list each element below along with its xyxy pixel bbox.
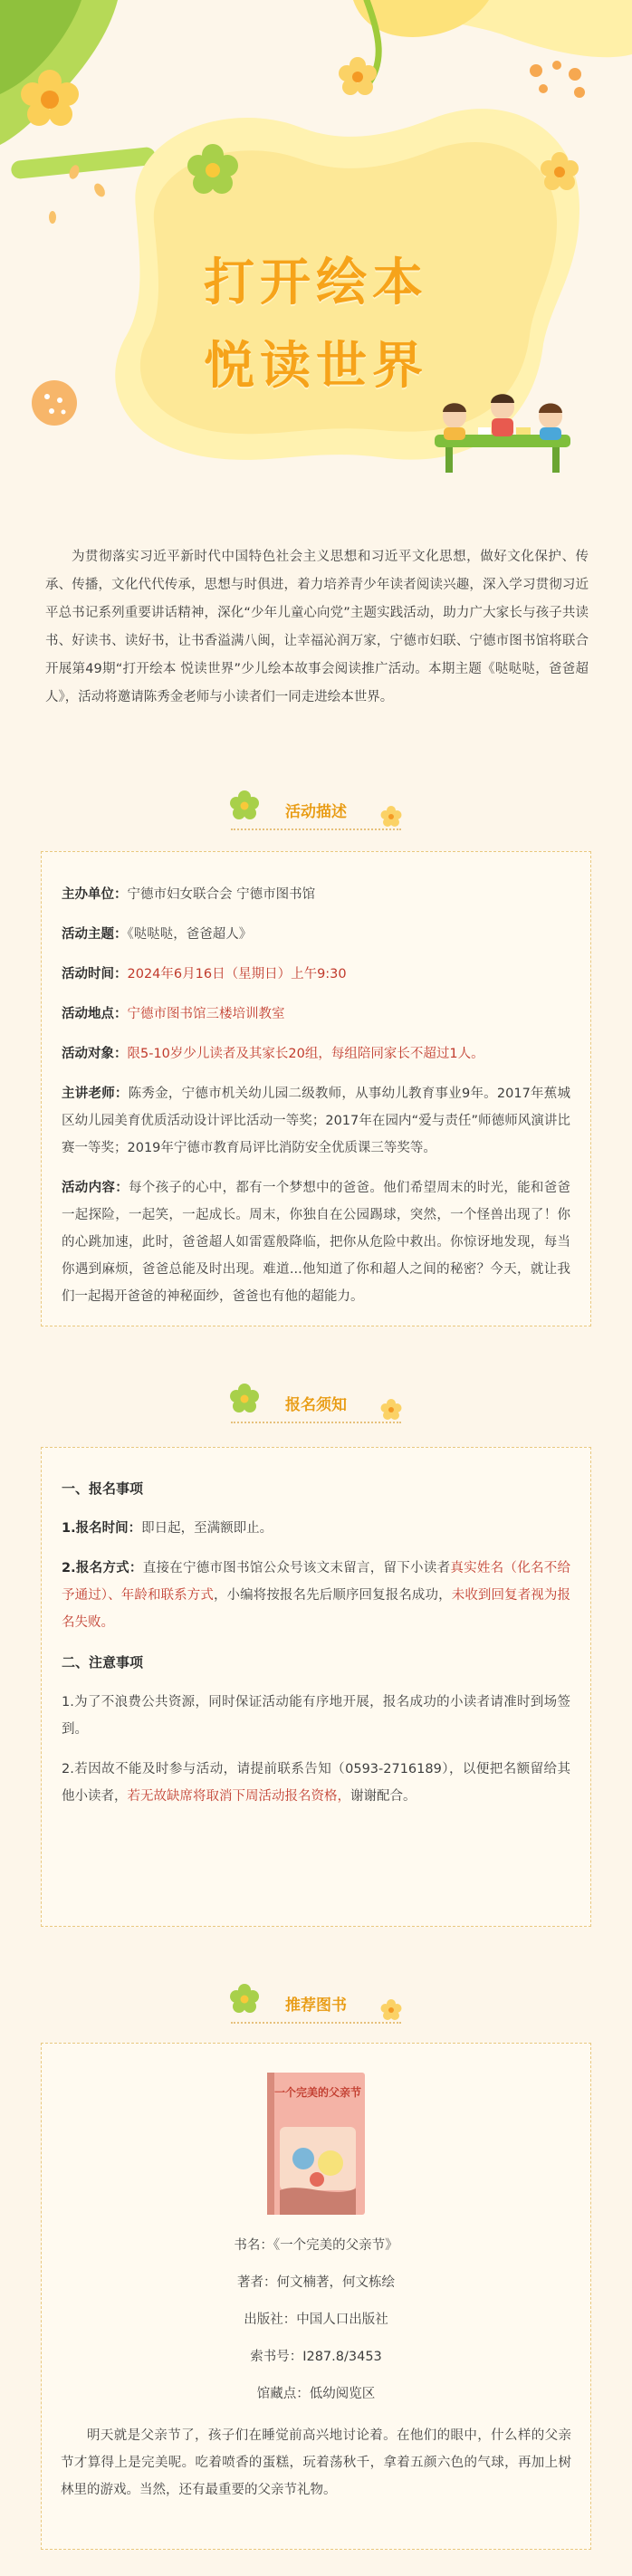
reg-time-label: 1.报名时间： (62, 1521, 142, 1536)
teacher-label: 主讲老师： (62, 1087, 129, 1101)
note-2-text-a: 2.若因故不能及时参与活动，请提前联系告知（0593-2716189），以便把名额留给其他小读者， (62, 1762, 570, 1804)
content-value: 每个孩子的心中，都有一个梦想中的爸爸。他们希望周末的时光，能和爸爸一起探险，一起笑，一起成长。周末，你独自在公园踢球，突然，一个怪兽出现了！你的心跳加速，此时，爸爸超人如雷霆般降临，把你从危险中救出。你惊讶地发现，每当你遇到麻烦，爸爸总能及时出现。难道...他知道了你和超人之间的秘密？今天，就让我们一起揭开爸爸的神秘面纱，爸爸也有他的超能力。 (62, 1181, 571, 1304)
organizer-value: 宁德市妇女联合会 宁德市图书馆 (127, 887, 316, 902)
book-cover-image (267, 2073, 365, 2215)
place-label: 活动地点： (62, 1007, 128, 1021)
section-divider (231, 2022, 401, 2024)
book-call-number: 索书号：I287.8/3453 (250, 2350, 382, 2364)
audience-value: 限5-10岁少儿读者及其家长20组，每组陪同家长不超过1人。 (127, 1047, 484, 1061)
book-name: 书名：《一个完美的父亲节》 (234, 2238, 398, 2253)
reg-method-text-a: 直接在宁德市图书馆公众号该文末留言，留下小读者 (142, 1561, 451, 1575)
content-label: 活动内容： (62, 1181, 129, 1195)
hero-title-line1: 打开绘本 (204, 254, 428, 312)
book-publisher: 出版社：中国人口出版社 (244, 2313, 388, 2327)
book-details (41, 2227, 591, 2504)
organizer-label: 主办单位： (62, 887, 128, 902)
book-cover-title: 一个完美的父亲节 (274, 2086, 362, 2099)
place-value: 宁德市图书馆三楼培训教室 (127, 1007, 285, 1021)
audience-label: 活动对象： (62, 1047, 128, 1061)
book-summary: 明天就是父亲节了，孩子们在睡觉前高兴地讨论着。在他们的眼中，什么样的父亲节才算得上是完美呢。吃着喷香的蛋糕，玩着荡秋千，拿着五颜六色的气球，再加上树林里的游戏。当然，还有最重要的父亲节礼物。 (61, 2428, 571, 2497)
teacher-value: 陈秀金，宁德市机关幼儿园二级教师，从事幼儿教育事业9年。2017年蕉城区幼儿园美育优质活动设计评比活动一等奖；2017年在园内“爱与责任”师德师风演讲比赛一等奖；2019年宁德市教育局评比消防安全优质课三等奖等。 (62, 1087, 571, 1155)
hero-banner (0, 0, 632, 507)
activity-info-box (41, 851, 591, 1326)
reg-time-value: 即日起，至满额即止。 (141, 1521, 273, 1536)
registration-info-box (41, 1447, 591, 1927)
time-value: 2024年6月16日（星期日）上午9:30 (127, 967, 347, 982)
note-2-text-c: 谢谢配合。 (350, 1789, 417, 1804)
theme-label: 活动主题： (62, 927, 128, 942)
reg-method-text-d: 未收到回复者视为报名失败。 (62, 1588, 571, 1630)
registration-heading: 一、报名事项 (62, 1480, 144, 1497)
section-divider (231, 1422, 401, 1423)
section-header-registration (0, 1372, 632, 1435)
theme-value: 《哒哒哒，爸爸超人》 (127, 927, 253, 942)
hero-title-line2: 悦读世界 (204, 337, 428, 396)
reg-method-text-b: 真实姓名（化名不给予通过）、年龄和联系方式 (62, 1561, 570, 1603)
reg-method-text-c: ，小编将按报名先后顺序回复报名成功， (213, 1588, 452, 1603)
section-divider (231, 828, 401, 830)
intro-paragraph: 为贯彻落实习近平新时代中国特色社会主义思想和习近平文化思想，做好文化保护、传承、传播，文化代代传承，思想与时俱进，着力培养青少年读者阅读兴趣，深入学习贯彻习近平总书记系列重要讲话精神，深化“少年儿童心向党”主题实践活动，助力广大家长与孩子共读书、好读书、读好书，让书香溢满八闽，让幸福沁润万家，宁德市妇联、宁德市图书馆将联合开展第49期“打开绘本 悦读世界”少儿绘本故事会阅读推广活动。本期主题《哒哒哒，爸爸超人》，活动将邀请陈秀金老师与小读者们一同走进绘本世界。 (45, 550, 589, 704)
section-title-books: 推荐图书 (285, 1997, 347, 2015)
section-header-books (0, 1972, 632, 2035)
time-label: 活动时间： (62, 967, 128, 982)
section-title-registration: 报名须知 (285, 1396, 347, 1414)
notes-heading: 二、注意事项 (62, 1654, 144, 1671)
note-1: 1.为了不浪费公共资源，同时保证活动能有序地开展，报名成功的小读者请准时到场签到。 (62, 1695, 570, 1737)
book-location: 馆藏点：低幼阅览区 (256, 2387, 376, 2401)
kids-illustration (435, 394, 570, 473)
note-2-text-b: 若无故缺席将取消下周活动报名资格， (127, 1789, 350, 1804)
reg-method-label: 2.报名方式： (62, 1561, 143, 1575)
section-header-activity (0, 779, 632, 842)
book-author: 著者：何文楠著，何文栋绘 (237, 2275, 395, 2290)
section-title-activity: 活动描述 (285, 803, 347, 821)
